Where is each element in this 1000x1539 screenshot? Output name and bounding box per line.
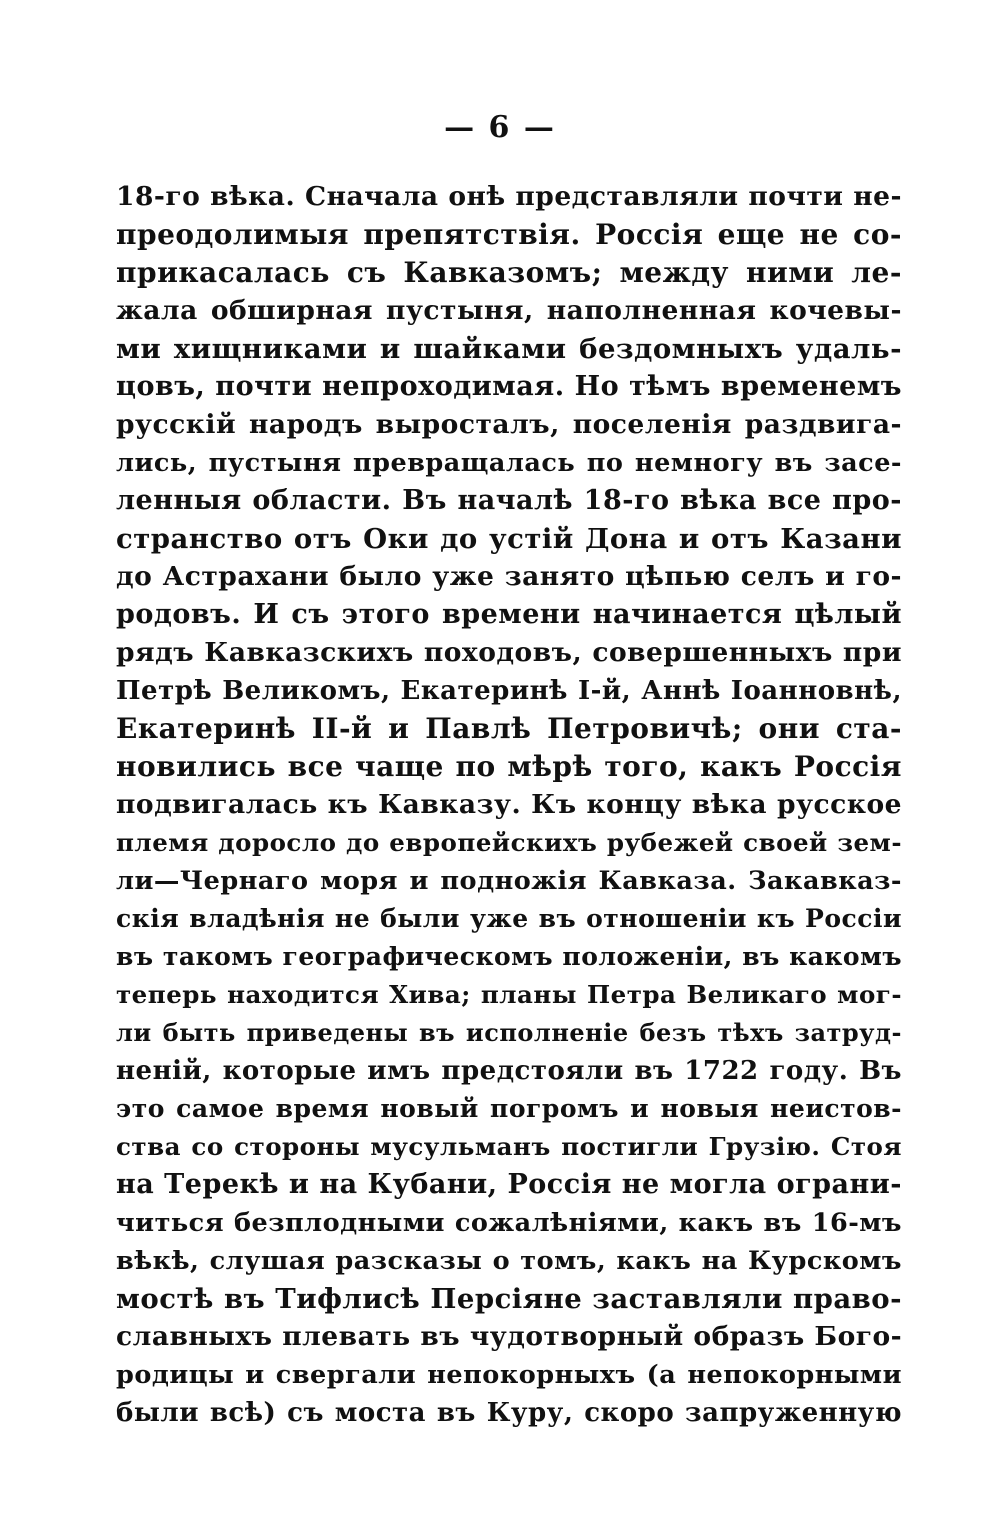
text-line: скія владѣнія не были уже въ отношеніи къ Россіи bbox=[116, 904, 902, 933]
text-line: славныхъ плевать въ чудотворный образъ Бого- bbox=[116, 1321, 903, 1352]
text-line: были всѣ) съ моста въ Куру, скоро запруженную bbox=[116, 1398, 902, 1428]
text-line: лись, пустыня превращалась по немногу въ засе- bbox=[116, 448, 902, 478]
text-line: вѣкѣ, слушая разсказы о томъ, какъ на Курскомъ bbox=[116, 1246, 902, 1276]
text-line: читься безплодными сожалѣніями, какъ въ 16-мъ bbox=[116, 1208, 902, 1238]
text-line: въ такомъ географическомъ положеніи, въ какомъ bbox=[116, 942, 902, 971]
text-line: родицы и свергали непокорныхъ (а непокорными bbox=[116, 1360, 902, 1390]
body-text bbox=[116, 178, 902, 1432]
text-line: новились все чаще по мѣрѣ того, какъ Россія bbox=[116, 750, 902, 783]
text-line: это самое время новый погромъ и новыя неистов- bbox=[116, 1094, 902, 1123]
text-line: до Астрахани было уже занято цѣпью селъ и го- bbox=[116, 561, 902, 592]
text-line: рядъ Кавказскихъ походовъ, совершенныхъ при bbox=[116, 637, 902, 668]
text-line: странство отъ Оки до устій Дона и отъ Казани bbox=[116, 523, 902, 555]
text-line: теперь находится Хива; планы Петра Великаго мог- bbox=[116, 980, 902, 1009]
text-line: Петрѣ Великомъ, Екатеринѣ I-й, Аннѣ Іоанновнѣ, bbox=[116, 676, 902, 706]
text-line: преодолимыя препятствія. Россія еще не со- bbox=[116, 218, 902, 251]
text-line: на Терекѣ и на Кубани, Россія не могла ограни- bbox=[116, 1169, 902, 1200]
text-line: ли—Чернаго моря и подножія Кавказа. Закавказ- bbox=[116, 866, 902, 896]
text-line: прикасалась съ Кавказомъ; между ними ле- bbox=[116, 256, 902, 289]
text-line: жала обширная пустыня, наполненная кочевы- bbox=[116, 295, 902, 326]
text-line: 18-го вѣка. Сначала онѣ представляли почти не- bbox=[116, 181, 902, 212]
text-line: русскій народъ выросталъ, поселенія раздвига- bbox=[116, 409, 902, 440]
text-line: неній, которые имъ предстояли въ 1722 году. Въ bbox=[116, 1056, 902, 1086]
text-line: подвигалась къ Кавказу. Къ концу вѣка русское bbox=[116, 789, 902, 820]
page-number: — 6 — bbox=[444, 110, 556, 145]
text-line: родовъ. И съ этого времени начинается цѣлый bbox=[116, 599, 902, 630]
text-line: ли быть приведены въ исполненіе безъ тѣхъ затруд- bbox=[116, 1018, 902, 1047]
text-line: цовъ, почти непроходимая. Но тѣмъ временемъ bbox=[116, 371, 902, 402]
text-line: ленныя области. Въ началѣ 18-го вѣка все про- bbox=[116, 485, 902, 516]
text-line: ми хищниками и шайками бездомныхъ удаль- bbox=[116, 333, 902, 365]
text-line: Екатеринѣ II-й и Павлѣ Петровичѣ; они ста- bbox=[116, 712, 902, 745]
text-line: племя доросло до европейскихъ рубежей своей зем- bbox=[116, 828, 902, 857]
text-line: ства со стороны мусульманъ постигли Грузію. Стоя bbox=[116, 1132, 902, 1161]
text-line: мостѣ въ Тифлисѣ Персіяне заставляли право- bbox=[116, 1283, 902, 1315]
